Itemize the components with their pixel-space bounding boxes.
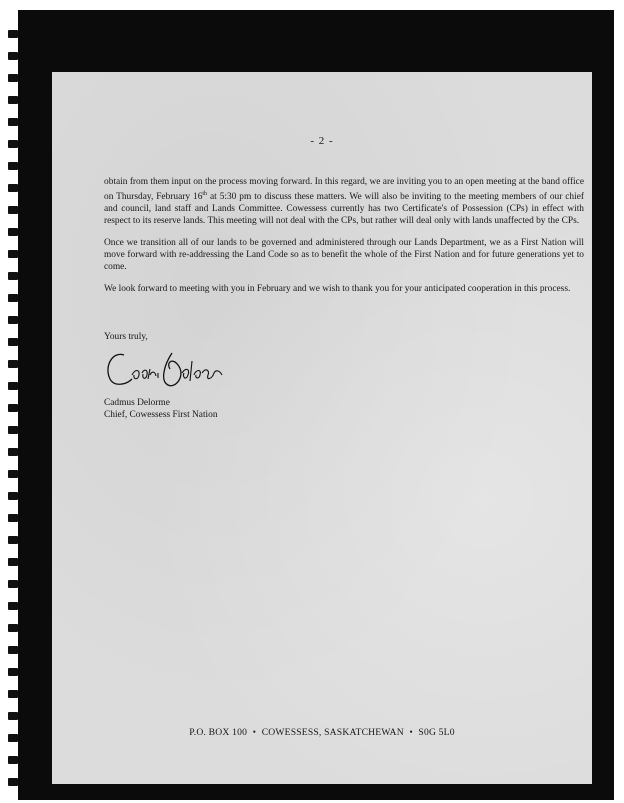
binder-hole [8,140,18,148]
binder-hole [8,52,18,60]
footer-postal-code: S0G 5L0 [418,727,455,738]
signer-block [104,397,218,421]
binder-hole [8,162,18,170]
binder-hole [8,470,18,478]
binder-hole [8,690,18,698]
paragraph-1 [104,176,584,227]
binder-hole [8,294,18,302]
binder-hole [8,360,18,368]
binder-hole [8,272,18,280]
binder-hole [8,580,18,588]
paragraph-1-start: obtain from them input on the process moving forward. In this regard, we are inviting you to an open meeting at the band office on Thursday, February 16 [104,177,584,203]
binder-hole [8,30,18,38]
binder-hole [8,646,18,654]
bullet-separator: • [252,727,257,737]
binder-hole [8,778,18,786]
binder-hole [8,338,18,346]
binder-hole [8,404,18,412]
binder-hole [8,228,18,236]
letterhead-footer [52,727,592,738]
footer-po-box: P.O. BOX 100 [189,727,248,738]
binder-hole [8,448,18,456]
binder-hole [8,118,18,126]
binder-hole [8,536,18,544]
closing-salutation: Yours truly, [104,332,148,342]
footer-location: COWESSESS, SASKATCHEWAN [261,727,404,738]
bullet-separator: • [409,727,413,737]
binder-hole [8,382,18,390]
paragraph-1-end: at 5:30 pm to discuss these matters. We will also be inviting to the meeting members of our chief and council, land staff and Lands Committee. Cowessess currently has two Certificate's of Possession (CPs) in effect with respect to its reserve lands. This meeting will not deal with the CPs, but rather will deal only with lands unaffected by the CPs. [104,192,584,227]
binder-hole [8,492,18,500]
binder-hole [8,426,18,434]
binder-hole [8,734,18,742]
binder-hole [8,514,18,522]
binder-hole [8,74,18,82]
binder-hole [8,756,18,764]
binder-hole [8,184,18,192]
paragraph-3: We look forward to meeting with you in February and we wish to thank you for your anticipated cooperation in this process. [104,284,571,295]
binder-hole [8,558,18,566]
binder-hole [8,668,18,676]
handwritten-signature [102,345,230,391]
binder-hole [8,206,18,214]
signer-title: Chief, Cowessess First Nation [104,410,218,420]
paragraph-2: Once we transition all of our lands to be governed and administered through our Lands Department, we as a First Nation will move forward with re-addressing the Land Code so as to benefit the whole of the First Nation and for future generations yet to come. [104,238,584,273]
letter-body [104,176,584,305]
binder-hole [8,712,18,720]
signer-name: Cadmus Delorme [104,398,170,408]
binder-hole [8,96,18,104]
binder-hole [8,316,18,324]
binder-hole [8,624,18,632]
binder-edge [0,0,18,803]
letter-page [52,72,592,784]
binder-hole [8,602,18,610]
page-number: - 2 - [310,135,334,147]
ordinal-suffix: th [202,191,208,197]
binder-hole [8,250,18,258]
